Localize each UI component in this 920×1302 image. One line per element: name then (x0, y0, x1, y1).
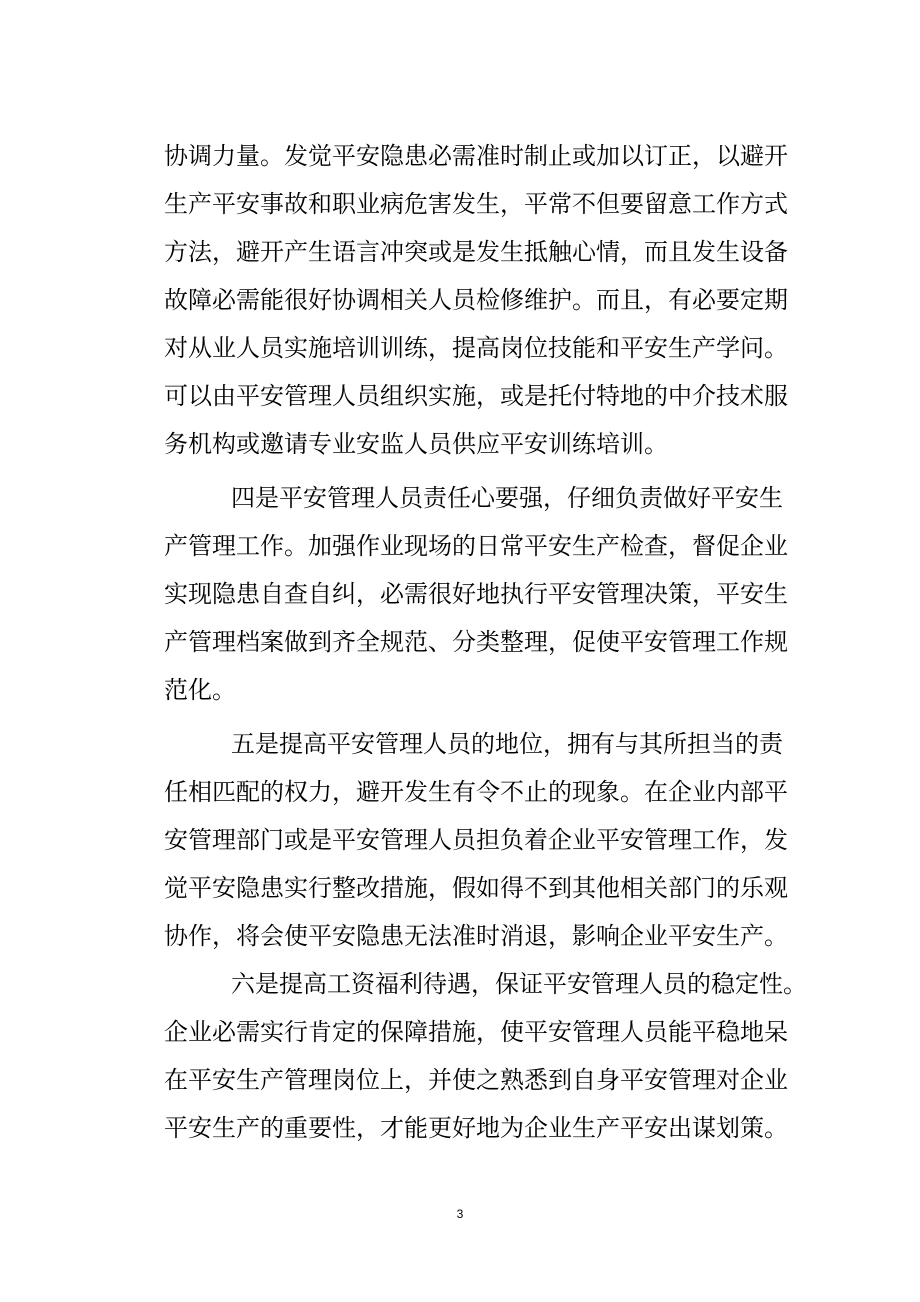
paragraph-line: 协作，将会使平安隐患无法准时消退，影响企业平安生产。 (164, 922, 788, 950)
paragraph-line: 方法，避开产生语言冲突或是发生抵触心情，而且发生设备 (164, 238, 788, 266)
paragraph-first-line: 六是提高工资福利待遇，保证平安管理人员的稳定性。 (231, 970, 807, 998)
paragraph-line: 产管理工作。加强作业现场的日常平安生产检查，督促企业 (164, 532, 788, 560)
paragraph-line: 平安生产的重要性，才能更好地为企业生产平安出谋划策。 (164, 1114, 788, 1142)
paragraph-line: 任相匹配的权力，避开发生有令不止的现象。在企业内部平 (164, 778, 788, 806)
paragraph-first-line: 四是平安管理人员责任心要强，仔细负责做好平安生 (231, 484, 783, 512)
paragraph-line: 觉平安隐患实行整改措施，假如得不到其他相关部门的乐观 (164, 874, 788, 902)
paragraph-line: 故障必需能很好协调相关人员检修维护。而且，有必要定期 (164, 286, 788, 314)
paragraph-line: 对从业人员实施培训训练，提高岗位技能和平安生产学问。 (164, 334, 788, 362)
paragraph-line: 可以由平安管理人员组织实施，或是托付特地的中介技术服 (164, 382, 788, 410)
paragraph-line: 务机构或邀请专业安监人员供应平安训练培训。 (164, 430, 668, 458)
paragraph-line: 产管理档案做到齐全规范、分类整理，促使平安管理工作规 (164, 628, 788, 656)
paragraph-line: 安管理部门或是平安管理人员担负着企业平安管理工作，发 (164, 826, 788, 854)
paragraph-line: 协调力量。发觉平安隐患必需准时制止或加以订正，以避开 (164, 142, 788, 170)
paragraph-line: 范化。 (164, 676, 236, 704)
paragraph-line: 实现隐患自查自纠，必需很好地执行平安管理决策，平安生 (164, 580, 788, 608)
paragraph-line: 在平安生产管理岗位上，并使之熟悉到自身平安管理对企业 (164, 1066, 788, 1094)
paragraph-line: 生产平安事故和职业病危害发生，平常不但要留意工作方式 (164, 190, 788, 218)
page-number: 3 (456, 1207, 464, 1221)
paragraph-first-line: 五是提高平安管理人员的地位，拥有与其所担当的责 (231, 730, 783, 758)
paragraph-line: 企业必需实行肯定的保障措施，使平安管理人员能平稳地呆 (164, 1018, 788, 1046)
